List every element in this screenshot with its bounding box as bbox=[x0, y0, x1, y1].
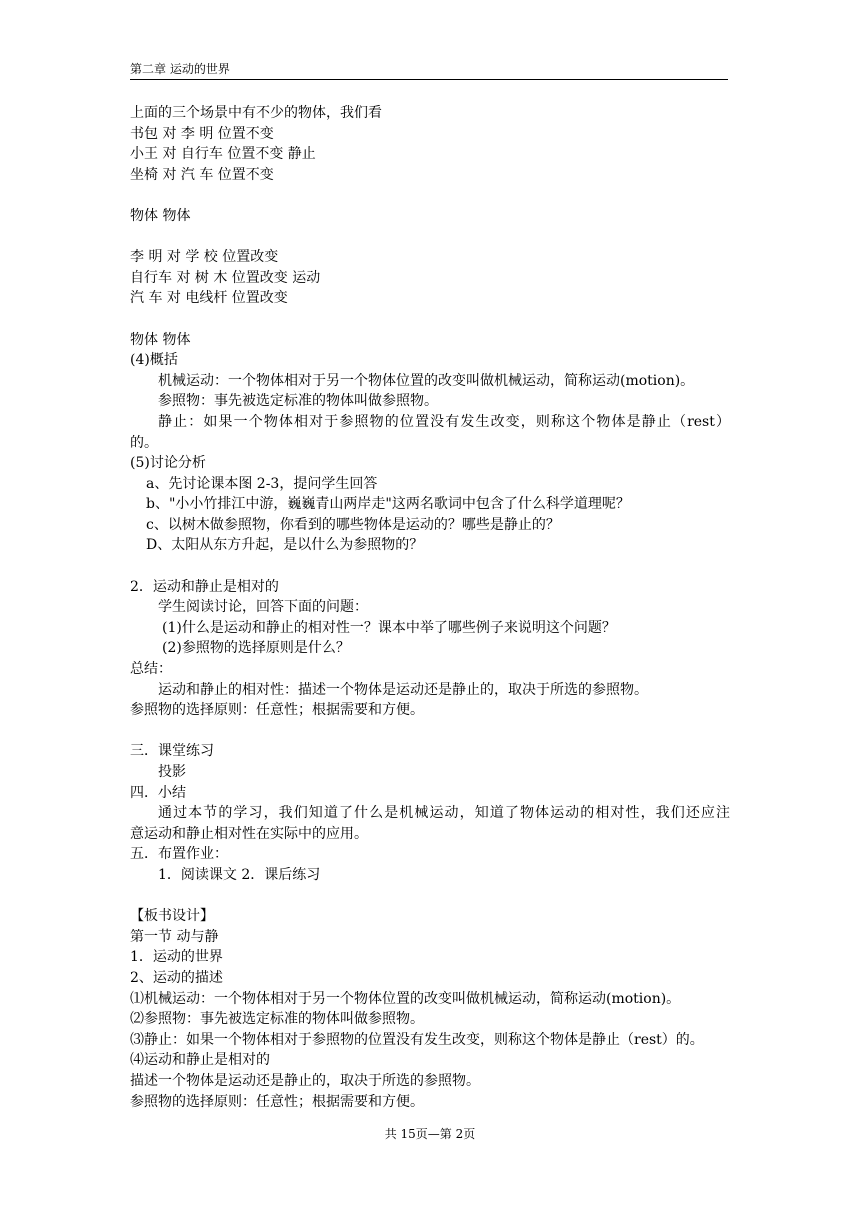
text-line: 五．布置作业： bbox=[130, 846, 228, 863]
document-body bbox=[130, 103, 730, 1112]
text-line: 坐椅 对 汽 车 位置不变 bbox=[130, 166, 274, 183]
text-line: 三．课堂练习 bbox=[130, 743, 214, 760]
text-line: c、以树木做参照物，你看到的哪些物体是运动的？哪些是静止的？ bbox=[146, 516, 560, 533]
page-number: 共 15页—第 2页 bbox=[384, 1127, 476, 1141]
text-line: 上面的三个场景中有不少的物体，我们看 bbox=[130, 105, 382, 121]
blank-line bbox=[130, 227, 730, 248]
page-header bbox=[130, 62, 728, 80]
text-line: 意运动和静止相对性在实际中的应用。 bbox=[130, 825, 368, 842]
text-line: 参照物的选择原则：任意性；根据需要和方便。 bbox=[130, 1093, 424, 1110]
blank-line bbox=[130, 185, 730, 206]
blank-line bbox=[130, 886, 730, 907]
text-line: (2)参照物的选择原则是什么？ bbox=[162, 640, 350, 657]
text-line: 第一节 动与静 bbox=[130, 928, 219, 945]
chapter-title: 第二章 运动的世界 bbox=[130, 62, 230, 76]
text-line: 参照物：事先被选定标准的物体叫做参照物。 bbox=[158, 393, 438, 410]
text-line: ⑴机械运动：一个物体相对于另一个物体位置的改变叫做机械运动，简称运动(motion)。 bbox=[130, 990, 681, 1007]
text-line: 小王 对 自行车 位置不变 静止 bbox=[130, 146, 316, 163]
text-line: 学生阅读讨论，回答下面的问题： bbox=[158, 599, 368, 616]
blank-line bbox=[130, 309, 730, 330]
text-line: 机械运动：一个物体相对于另一个物体位置的改变叫做机械运动，简称运动(motion)。 bbox=[158, 372, 695, 389]
text-line: 运动和静止的相对性：描述一个物体是运动还是静止的，取决于所选的参照物。 bbox=[158, 681, 648, 698]
text-line: 自行车 对 树 木 位置改变 运动 bbox=[130, 269, 321, 286]
text-line: 描述一个物体是运动还是静止的，取决于所选的参照物。 bbox=[130, 1072, 480, 1089]
text-line: 1．阅读课文 2．课后练习 bbox=[158, 866, 321, 883]
text-line: 投影 bbox=[158, 764, 186, 780]
text-line: b、"小小竹排江中游，巍巍青山两岸走"这两名歌词中包含了什么科学道理呢？ bbox=[146, 496, 630, 513]
text-line: D、太阳从东方升起，是以什么为参照物的？ bbox=[146, 537, 424, 554]
blank-line bbox=[130, 556, 730, 577]
text-line: ⑶静止：如果一个物体相对于参照物的位置没有发生改变，则称这个物体是静止（rest）的。 bbox=[130, 1031, 704, 1048]
text-line: 【板书设计】 bbox=[130, 908, 214, 925]
text-line: (1)什么是运动和静止的相对性一？课本中举了哪些例子来说明这个问题？ bbox=[162, 619, 616, 636]
text-line: 书包 对 李 明 位置不变 bbox=[130, 125, 274, 142]
blank-line bbox=[130, 721, 730, 742]
text-line: 的。 bbox=[130, 434, 158, 451]
text-line: 四．小结 bbox=[130, 784, 186, 801]
text-line: 总结： bbox=[130, 661, 172, 678]
page-footer bbox=[0, 1127, 860, 1141]
text-line: (4)概括 bbox=[130, 352, 178, 369]
text-line: 2．运动和静止是相对的 bbox=[130, 578, 279, 595]
text-line: 汽 车 对 电线杆 位置改变 bbox=[130, 290, 288, 307]
text-line: ⑵参照物：事先被选定标准的物体叫做参照物。 bbox=[130, 1011, 424, 1028]
text-line: ⑷运动和静止是相对的 bbox=[130, 1052, 270, 1069]
text-line: 物体 物体 bbox=[130, 207, 191, 224]
text-line: 1．运动的世界 bbox=[130, 949, 223, 966]
text-line: 物体 物体 bbox=[130, 331, 191, 348]
text-line: 参照物的选择原则：任意性；根据需要和方便。 bbox=[130, 702, 424, 719]
text-line: 李 明 对 学 校 位置改变 bbox=[130, 249, 279, 266]
text-line: 2、运动的描述 bbox=[130, 969, 223, 986]
text-line: 静止：如果一个物体相对于参照物的位置没有发生改变，则称这个物体是静止（rest） bbox=[158, 413, 730, 430]
text-line: a、先讨论课本图 2-3，提问学生回答 bbox=[146, 475, 378, 492]
text-line: 通过本节的学习，我们知道了什么是机械运动，知道了物体运动的相对性，我们还应注 bbox=[158, 805, 730, 822]
text-line: (5)讨论分析 bbox=[130, 455, 206, 472]
